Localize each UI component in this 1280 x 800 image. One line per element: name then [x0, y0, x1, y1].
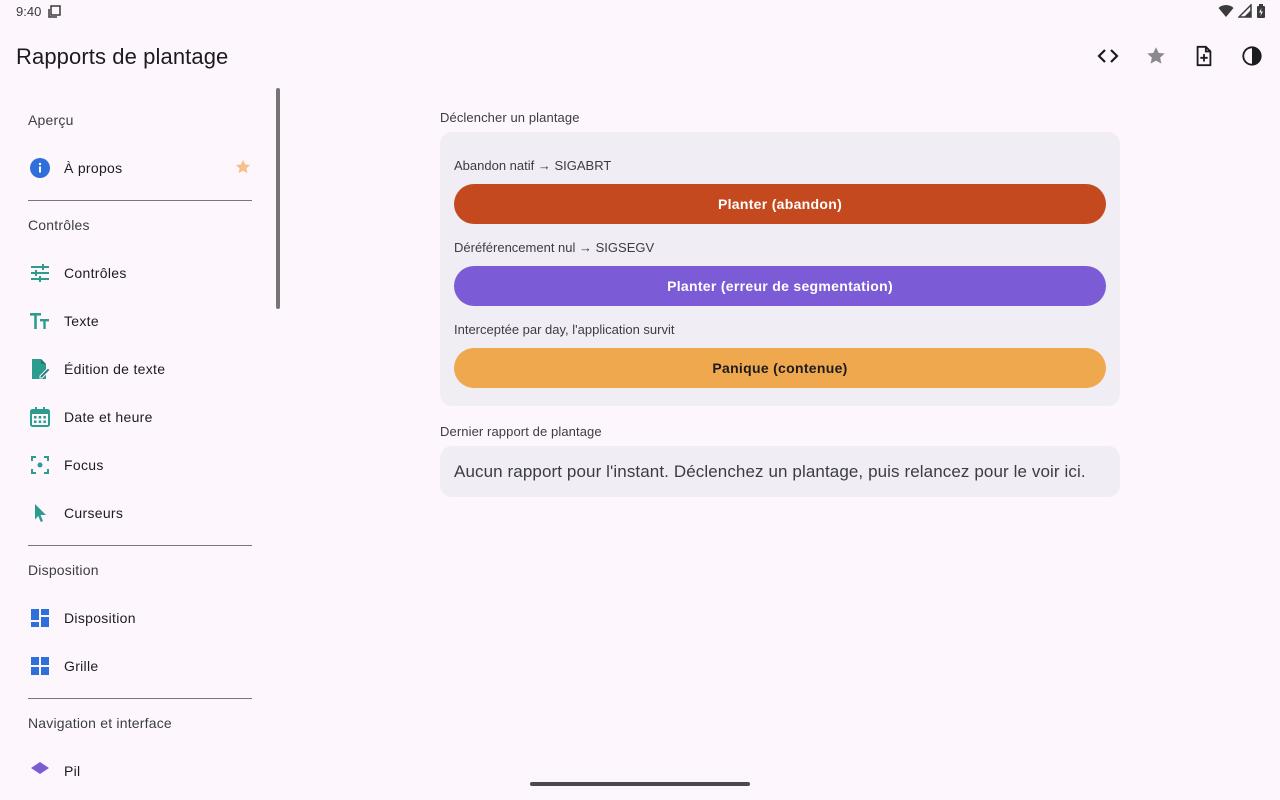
sidebar-item-a-propos[interactable]	[16, 144, 260, 192]
file-add-icon[interactable]	[1192, 40, 1216, 72]
sidebar-item-disposition[interactable]	[16, 594, 260, 642]
sidebar-item-label: Édition de texte	[64, 361, 166, 377]
last-report-section-label: Dernier rapport de plantage	[440, 424, 602, 439]
sidebar-divider	[28, 545, 252, 546]
navigation-sidebar	[0, 88, 280, 800]
wifi-icon	[1218, 4, 1234, 18]
sidebar-item-controles[interactable]	[16, 249, 260, 297]
panic-contained-button[interactable]: Panique (contenue)	[454, 348, 1106, 388]
star-icon[interactable]	[1144, 40, 1168, 72]
sidebar-item-date-heure[interactable]	[16, 393, 260, 441]
page-title: Rapports de plantage	[16, 44, 229, 69]
code-icon[interactable]	[1096, 40, 1120, 72]
status-time: 9:40	[16, 4, 42, 19]
sidebar-item-edition-texte[interactable]	[16, 345, 260, 393]
favorite-star-icon[interactable]	[234, 158, 252, 181]
sidebar-item-partial[interactable]	[16, 747, 260, 795]
section-header-navigation: Navigation et interface	[28, 715, 172, 731]
gesture-home-indicator[interactable]	[530, 782, 750, 786]
crash-abort-button[interactable]: Planter (abandon)	[454, 184, 1106, 224]
crash-type-label: Interceptée par day, l'application survit	[454, 322, 675, 337]
info-icon	[16, 157, 64, 179]
sidebar-item-label: Focus	[64, 457, 104, 473]
section-header-apercu: Aperçu	[28, 112, 74, 128]
sidebar-item-texte[interactable]	[16, 297, 260, 345]
sidebar-item-label: Grille	[64, 658, 99, 674]
cell-signal-icon	[1238, 4, 1252, 18]
app-bar-actions	[1096, 40, 1264, 72]
last-report-card	[440, 446, 1120, 497]
crash-type-label: Abandon natif → SIGABRT	[454, 158, 612, 173]
sidebar-item-label: Disposition	[64, 610, 136, 626]
battery-charging-icon	[1256, 4, 1266, 18]
sidebar-item-label: Curseurs	[64, 505, 124, 521]
crash-type-label: Déréférencement nul → SIGSEGV	[454, 240, 655, 255]
sidebar-item-label: À propos	[64, 160, 123, 176]
edit-document-icon	[16, 358, 64, 380]
contrast-icon[interactable]	[1240, 40, 1264, 72]
sidebar-item-label: Pil	[64, 763, 81, 779]
sidebar-scrollbar[interactable]	[276, 88, 280, 309]
sidebar-item-grille[interactable]	[16, 642, 260, 690]
layers-icon	[16, 760, 64, 782]
sidebar-item-label: Date et heure	[64, 409, 153, 425]
dashboard-icon	[16, 607, 64, 629]
status-bar	[0, 0, 1280, 24]
center-focus-icon	[16, 454, 64, 476]
grid-icon	[16, 655, 64, 677]
sidebar-divider	[28, 698, 252, 699]
sidebar-item-label: Texte	[64, 313, 99, 329]
sidebar-item-curseurs[interactable]	[16, 489, 260, 537]
tune-icon	[16, 262, 64, 284]
empty-report-message: Aucun rapport pour l'instant. Déclenchez un plantage, puis relancez pour le voir ici.	[454, 462, 1086, 481]
sidebar-item-label: Contrôles	[64, 265, 127, 281]
sidebar-divider	[28, 200, 252, 201]
sidebar-item-focus[interactable]	[16, 441, 260, 489]
section-header-disposition: Disposition	[28, 562, 99, 578]
cursor-arrow-icon	[16, 502, 64, 524]
calendar-icon	[16, 406, 64, 428]
crash-segfault-button[interactable]: Planter (erreur de segmentation)	[454, 266, 1106, 306]
trigger-crash-card	[440, 132, 1120, 406]
screenshot-notification-icon	[48, 5, 61, 18]
text-fields-icon	[16, 310, 64, 332]
section-header-controles: Contrôles	[28, 217, 90, 233]
trigger-section-label: Déclencher un plantage	[440, 110, 580, 125]
